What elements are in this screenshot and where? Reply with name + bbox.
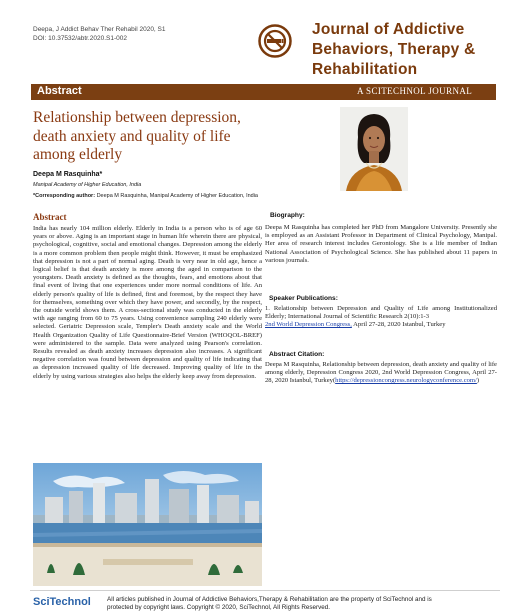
- citation-text-before: Deepa M Rasquinha, Relationship between depression, death anxiety and quality of life among elderly, Depression Congress 2020, 2nd World Depression Congress, April 27-28, 2020 Istanbul, Turkey(: [265, 361, 497, 385]
- publications-heading: Speaker Publications:: [269, 295, 338, 302]
- event-line: [265, 321, 497, 329]
- conference-city-image: [33, 463, 262, 586]
- citation-heading: Abstract Citation:: [269, 351, 325, 358]
- author-affiliation: Manipal Academy of Higher Education, India: [33, 182, 142, 188]
- journal-title-line-1: Journal of Addictive: [312, 21, 465, 38]
- footer-divider: [30, 590, 500, 591]
- citation-line-2: DOI: 10.37532/abtr.2020.S1-002: [33, 35, 127, 42]
- citation-text: [265, 361, 497, 386]
- citation-text-after: ): [476, 377, 480, 385]
- corresponding-label: *Corresponding author:: [33, 193, 96, 199]
- journal-title: [312, 20, 475, 80]
- band-abstract-label: Abstract: [37, 85, 82, 97]
- abstract-text: India has nearly 104 million elderly. Elderly in India is a person who is of age 60 years or above. Aging is an important stage in human life wherein there are physical, psychological, cognitive, social and emotional changes. Depression among the elderly is a more common problem then people might think. However, it must be emphasized that depression is not a part of normal aging. Death is very near in old age, hence a logical belief is that death anxiety is more among the aged in comparison to the youngsters. Death anxiety is defined as the thoughts, fears, and emotions about that final event of living that one experiences under more normal conditions of life. An elderly person's quality of life is defined, first and foremost, by the respect they have for themselves, something over which they have power, and secondly, by the respect, the outside world shows them. A cross-sectional study was conducted in the elderly with age ranging from 60 to 75 years. Using convenience sampling 240 elderly were selected. Geriatric Depression scale, Templer's Death anxiety scale and the World Health Organization Quality of Life Questionnaire-Brief Version (WHOQOL-BREF) were administered to the sample. Data were analyzed using Pearson's correlation. Results revealed as death anxiety increases depression also increases. A significant negative correlation was found between depression and quality of life indicating that as depression increased quality of life decreased. Improving quality of life in the elderly by using various strategies also helps the elderly keep away from depression.: [33, 225, 262, 380]
- congress-link[interactable]: https://depressioncongress.neurologyconference.com/: [335, 377, 477, 385]
- biography-text: Deepa M Rasquinha has completed her PhD from Mangalore University. Presently she is employed as an Assistant Professor in Department of Clinical Psychology, Manipal. Her area of research interest includes Gerontology. She is a life member of Indian National Association of Psychological Science. She has published about 11 papers in various journals.: [265, 224, 497, 264]
- abstract-heading: Abstract: [33, 212, 67, 222]
- scitechnol-logo: SciTechnol: [33, 596, 91, 608]
- band-journal-label: A SCITECHNOL JOURNAL: [357, 86, 473, 96]
- biography-heading: Biography:: [270, 212, 305, 219]
- corresponding-text: Deepa M Rasquinha, Manipal Academy of Higher Education, India: [96, 193, 258, 199]
- publication-item-1: 1. Relationship between Depression and Quality of Life among Institutionalized Elderly; International Journal of Scientific Research 2(10):1-3: [265, 305, 497, 321]
- journal-title-line-2: Behaviors, Therapy &: [312, 41, 476, 58]
- article-title: Relationship between depression, death anxiety and quality of life among elderly: [33, 109, 241, 163]
- event-text: April 27-28, 2020 Istanbul, Turkey: [351, 321, 446, 329]
- citation-line-1: Deepa, J Addict Behav Ther Rehabil 2020, S1: [33, 26, 166, 33]
- citation-block: [33, 25, 166, 43]
- footer-line-1: All articles published in Journal of Addictive Behaviors,Therapy & Rehabilitation are the property of SciTechnol and is: [107, 596, 432, 603]
- no-smoking-icon: [258, 24, 292, 58]
- footer-line-2: protected by copyright laws. Copyright © 2020, SciTechnol, All Rights Reserved.: [107, 604, 331, 611]
- author-name: Deepa M Rasquinha*: [33, 171, 103, 178]
- event-link[interactable]: 2nd World Depression Congress,: [265, 321, 352, 329]
- publications-list: [265, 305, 497, 330]
- author-photo: [340, 107, 408, 191]
- journal-title-line-3: Rehabilitation: [312, 61, 418, 78]
- corresponding-author: [33, 193, 273, 201]
